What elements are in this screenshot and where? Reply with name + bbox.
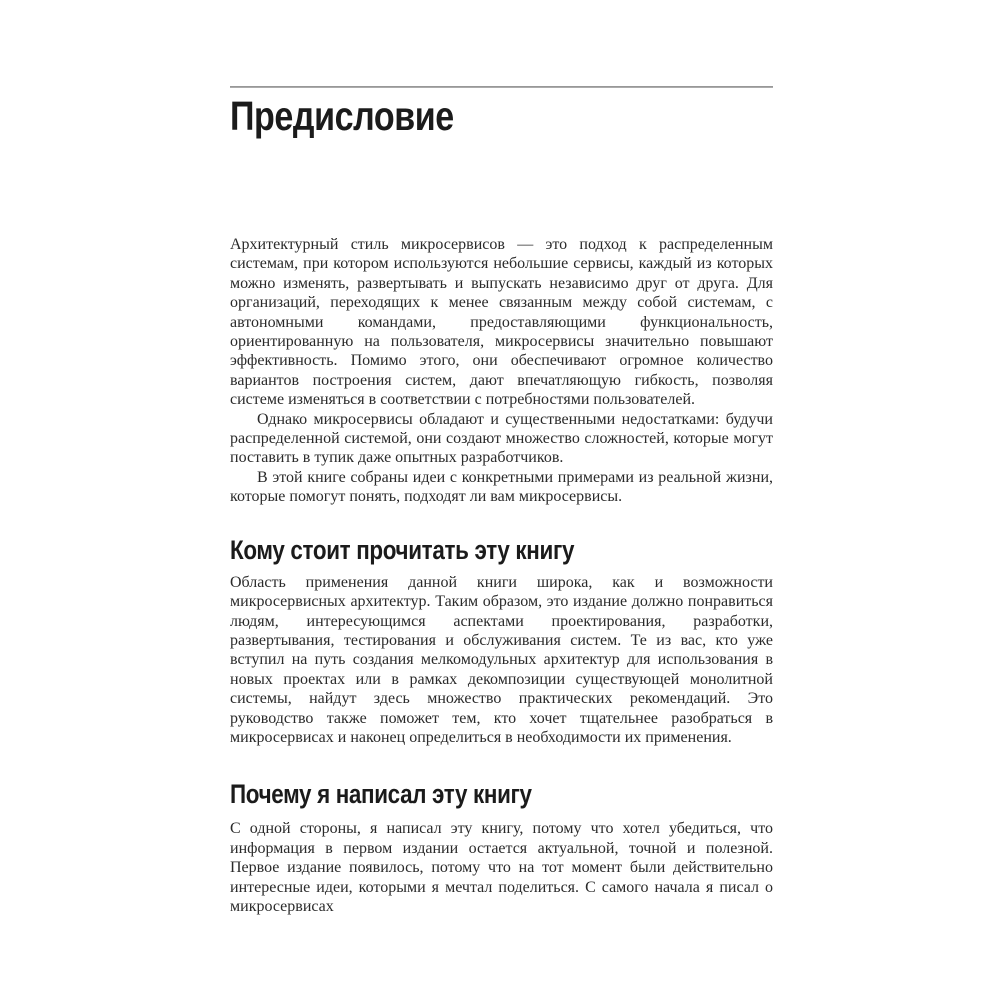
section-heading-who-should-read: Кому стоит прочитать эту книгу	[230, 534, 575, 565]
section-who-paragraph: Область применения данной книги широка, как и возможности микросервисных архитектур. Таким образом, это издание должно понравиться людям, интересующимся аспектами проектирования, разработки, развертывания, тестирования и обслуживания систем. Те из вас, кто уже вступил на путь создания мелкомодульных архитектур для использования в новых проектах или в рамках декомпозиции существующей монолитной системы, найдут здесь множество практических рекомендаций. Это руководство также поможет тем, кто хочет тщательнее разобраться в микросервисах и наконец определиться в необходимости их применения.	[230, 573, 773, 746]
chapter-head-rule	[230, 86, 773, 88]
section-why-paragraph: С одной стороны, я написал эту книгу, потому что хотел убедиться, что информация в первом издании остается актуальной, точной и полезной. Первое издание появилось, потому что на тот момент были действительно интересные идеи, которыми я мечтал поделиться. С самого начала я писал о микросервисах	[230, 820, 773, 915]
intro-paragraph-3: В этой книге собраны идеи с конкретными примерами из реальной жизни, которые помогут понять, подходят ли вам микросервисы.	[230, 468, 773, 506]
intro-paragraph-2: Однако микросервисы обладают и существенными недостатками: будучи распределенной системой, они создают множество сложностей, которые могут поставить в тупик даже опытных разработчиков.	[230, 410, 773, 467]
chapter-title: Предисловие	[230, 93, 454, 139]
book-page	[230, 86, 773, 916]
intro-paragraph-1: Архитектурный стиль микросервисов — это подход к распределенным системам, при котором используются небольшие сервисы, каждый из которых можно изменять, развертывать и выпускать независимо друг от друга. Для организаций, переходящих к менее связанным между собой системам, с автономными командами, предоставляющими функциональность, ориентированную на пользователя, микросервисы значительно повышают эффективность. Помимо этого, они обеспечивают огромное количество вариантов построения систем, дают впечатляющую гибкость, позволяя системе изменяться в соответствии с потребностями пользователей.	[230, 236, 773, 409]
section-heading-why-i-wrote: Почему я написал эту книгу	[230, 779, 532, 810]
